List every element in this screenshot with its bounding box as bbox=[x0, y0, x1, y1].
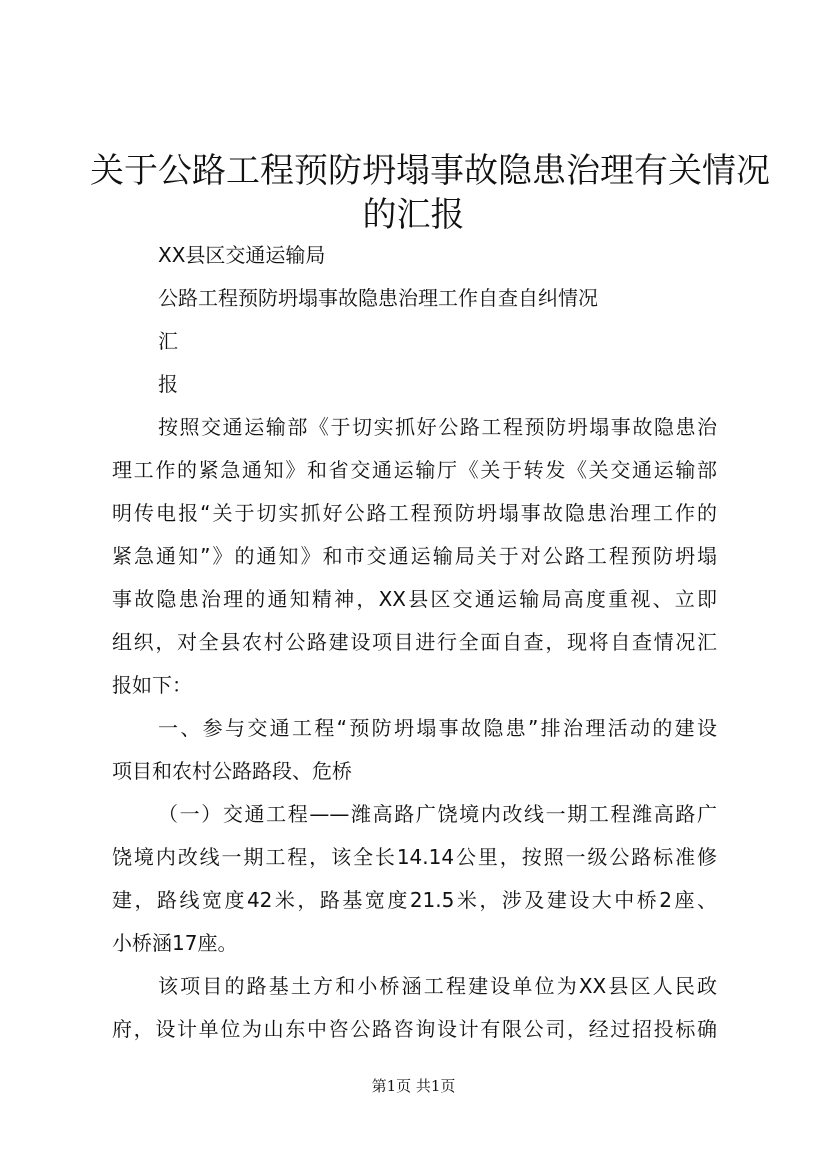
document-title-line-1: 关于公路工程预防坍塌事故隐患治理有关情况 bbox=[90, 151, 770, 191]
paragraph-1-line: 紧急通知”》的通知》和市交通运输局关于对公路工程预防坍塌 bbox=[112, 544, 717, 568]
paragraph-2-line: 小桥涵17座。 bbox=[112, 931, 238, 955]
paragraph-2-line: 建，路线宽度42米，路基宽度21.5米，涉及建设大中桥2座、 bbox=[112, 888, 717, 912]
paragraph-1-line: 明传电报“关于切实抓好公路工程预防坍塌事故隐患治理工作的 bbox=[112, 501, 717, 525]
paragraph-3-line: 府，设计单位为山东中咨公路咨询设计有限公司，经过招投标确 bbox=[112, 1017, 717, 1041]
paragraph-1-line: 理工作的紧急通知》和省交通运输厅《关于转发《关交通运输部 bbox=[112, 458, 717, 482]
paragraph-1-line: 事故隐患治理的通知精神，XX县区交通运输局高度重视、立即 bbox=[112, 587, 717, 611]
paragraph-2-line: 饶境内改线一期工程，该全长14.14公里，按照一级公路标准修 bbox=[112, 845, 717, 869]
paragraph-1-line: 按照交通运输部《于切实抓好公路工程预防坍塌事故隐患治 bbox=[158, 415, 717, 439]
section-heading-line: 一、参与交通工程“预防坍塌事故隐患”排治理活动的建设 bbox=[158, 716, 717, 740]
paragraph-1-line: 报如下： bbox=[112, 673, 192, 697]
document-title-line-2: 的汇报 bbox=[362, 195, 465, 235]
report-subtitle-hui: 汇 bbox=[158, 329, 178, 353]
report-subtitle: 公路工程预防坍塌事故隐患治理工作自查自纠情况 bbox=[158, 286, 598, 310]
paragraph-2-line: （一）交通工程——潍高路广饶境内改线一期工程潍高路广 bbox=[158, 802, 717, 826]
organization-name: XX县区交通运输局 bbox=[158, 243, 326, 267]
page-number-footer: 第1页 共1页 bbox=[371, 1077, 456, 1095]
report-subtitle-bao: 报 bbox=[158, 372, 178, 396]
paragraph-1-line: 组织，对全县农村公路建设项目进行全面自查，现将自查情况汇 bbox=[112, 630, 717, 654]
paragraph-3-line: 该项目的路基土方和小桥涵工程建设单位为XX县区人民政 bbox=[158, 974, 717, 998]
section-heading-line: 项目和农村公路路段、危桥 bbox=[112, 759, 352, 783]
